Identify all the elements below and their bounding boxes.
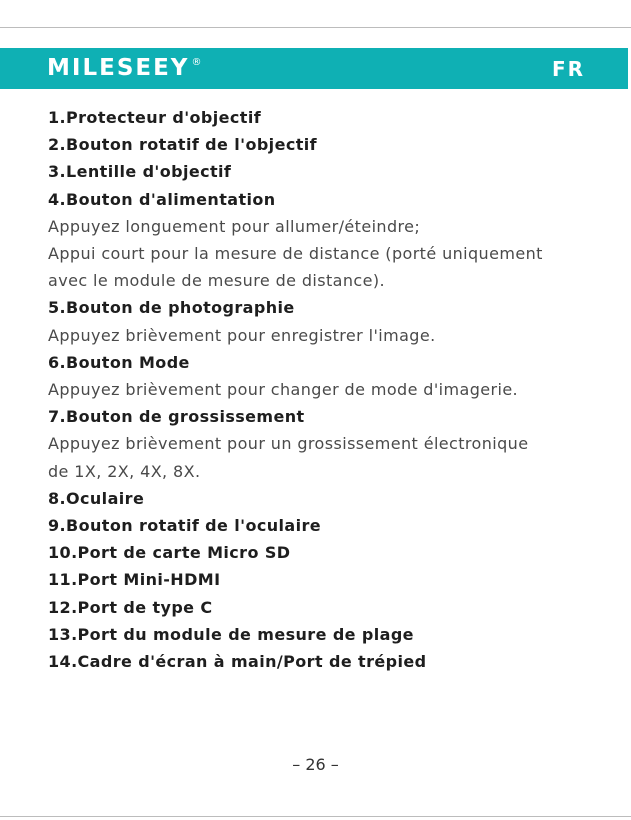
part-heading: 14.Cadre d'écran à main/Port de trépied	[48, 652, 427, 672]
part-heading: 8.Oculaire	[48, 488, 145, 508]
brand-logo	[47, 57, 201, 80]
registered-mark: ®	[191, 57, 202, 68]
part-description: avec le module de mesure de distance).	[48, 271, 385, 291]
brand-name: MILESEEY	[47, 55, 190, 81]
part-heading: 4.Bouton d'alimentation	[48, 189, 276, 209]
part-description: Appuyez longuement pour allumer/éteindre;	[48, 216, 421, 236]
language-code: FR	[551, 56, 585, 81]
part-heading: 13.Port du module de mesure de plage	[48, 624, 414, 644]
page-number: – 26 –	[292, 755, 339, 774]
part-heading: 3.Lentille d'objectif	[48, 162, 232, 182]
bottom-rule	[0, 816, 631, 817]
part-heading: 11.Port Mini-HDMI	[48, 570, 221, 590]
part-heading: 9.Bouton rotatif de l'oculaire	[48, 516, 322, 536]
part-heading: 12.Port de type C	[48, 597, 213, 617]
part-description: Appuyez brièvement pour enregistrer l'image.	[48, 325, 436, 345]
part-description: Appuyez brièvement pour changer de mode d'imagerie.	[48, 380, 519, 400]
part-description: Appui court pour la mesure de distance (porté uniquement	[48, 244, 543, 264]
part-heading: 1.Protecteur d'objectif	[48, 108, 262, 127]
part-heading: 2.Bouton rotatif de l'objectif	[48, 135, 317, 155]
part-heading: 7.Bouton de grossissement	[48, 407, 305, 427]
top-rule	[0, 27, 631, 28]
header-band	[0, 48, 628, 89]
part-description: de 1X, 2X, 4X, 8X.	[48, 461, 201, 481]
parts-list	[48, 104, 608, 675]
part-heading: 6.Bouton Mode	[48, 352, 190, 372]
part-description: Appuyez brièvement pour un grossissement électronique	[48, 434, 529, 454]
part-heading: 10.Port de carte Micro SD	[48, 543, 291, 563]
part-heading: 5.Bouton de photographie	[48, 298, 295, 318]
